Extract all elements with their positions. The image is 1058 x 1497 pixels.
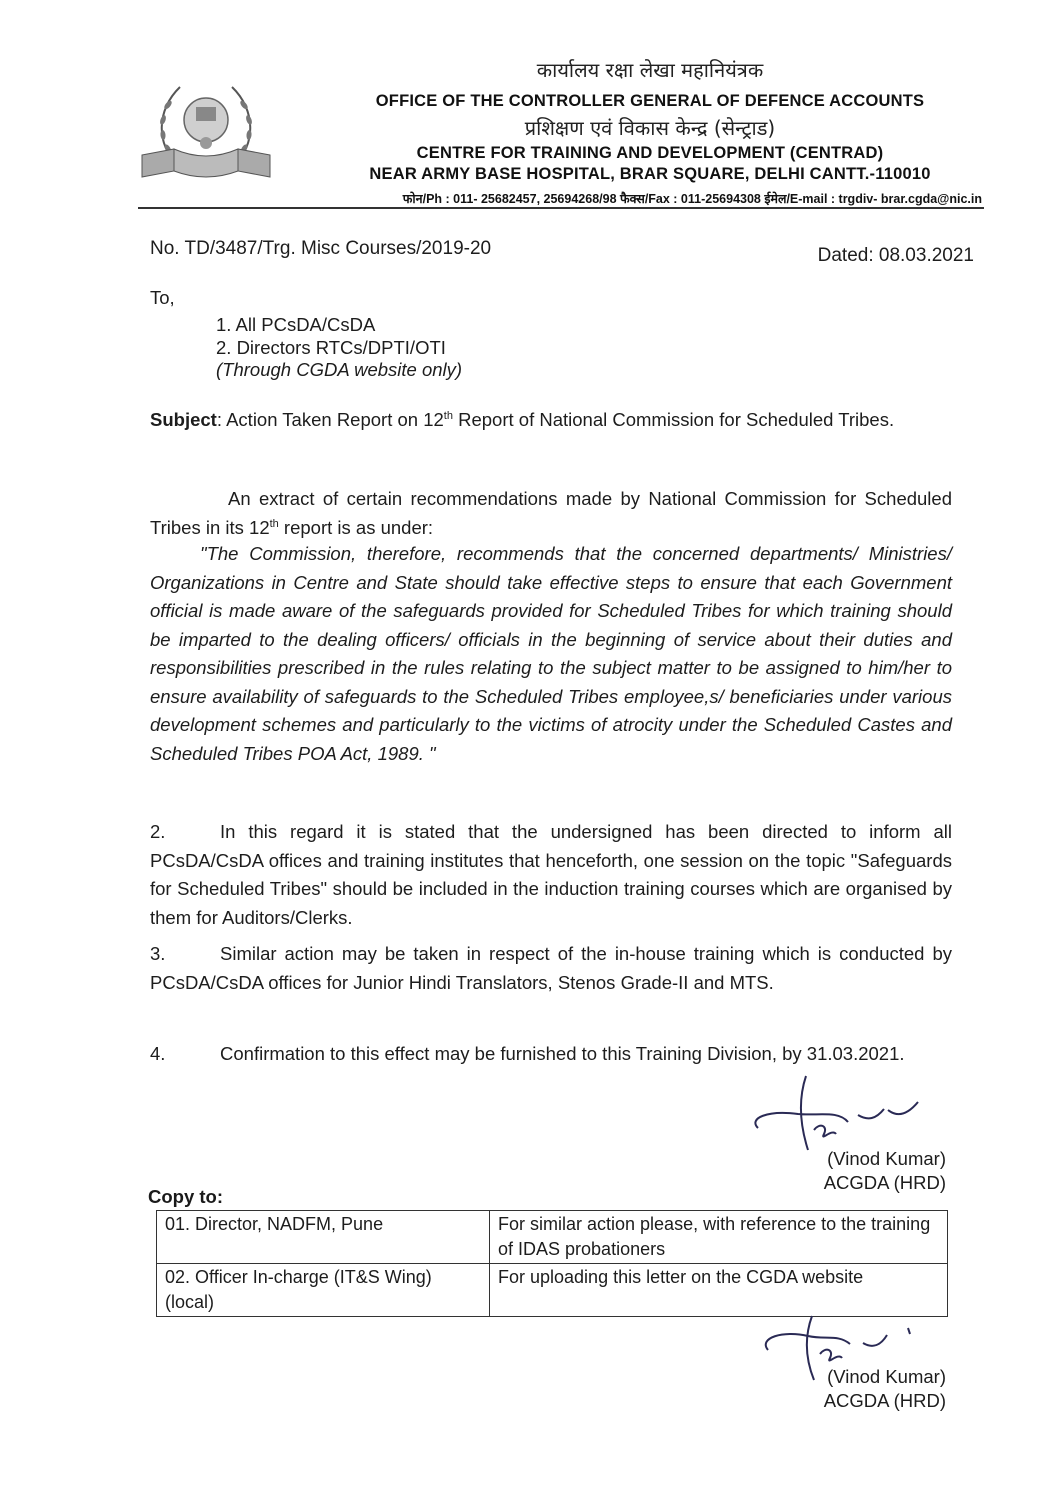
copy-to-label: Copy to: [148, 1186, 224, 1207]
paragraph-2: 2. In this regard it is stated that the undersigned has been directed to inform all PCsDA/CsDA offices and training institutes that henceforth, one session on the topic "Safeguards for Scheduled Tribes" should be included in the induction training courses which are organised by them for Auditors/Clerks. [150, 821, 952, 928]
recipient-1: 1. All PCsDA/CsDA [216, 314, 376, 335]
subject-line: Subject: Action Taken Report on 12th Report of National Commission for Scheduled Tribes. [150, 409, 895, 430]
recipient-2: 2. Directors RTCs/DPTI/OTI [216, 337, 446, 358]
letter-date: Dated: 08.03.2021 [817, 245, 974, 266]
subject-label: Subject [150, 409, 217, 430]
header-hindi-office: कार्यालय रक्षा लेखा महानियंत्रक [536, 58, 764, 82]
paragraph-3: 3. Similar action may be taken in respect of the in-house training which is conducted by PCsDA/CsDA offices for Junior Hindi Translators, Stenos Grade-II and MTS. [150, 943, 952, 993]
copy-to-table [156, 1210, 948, 1317]
paragraph-4: 4. Confirmation to this effect may be furnished to this Training Division, by 31.03.2021. [150, 1043, 905, 1064]
table-row [157, 1211, 948, 1264]
header-hindi-centre: प्रशिक्षण एवं विकास केन्द्र (सेन्ट्राड) [524, 116, 776, 140]
signatory-designation: ACGDA (HRD) [823, 1172, 946, 1193]
reference-number: No. TD/3487/Trg. Misc Courses/2019-20 [150, 238, 492, 259]
commission-quote: "The Commission, therefore, recommends that the concerned departments/ Ministries/ Organizations in Centre and State should take effective steps to ensure that each Government official is made aware of the safeguards provided for Scheduled Tribes for which training should be imparted to the dealing officers/ officials in the beginning of service about their duties and responsibilities prescribed in the rules relating to the subject matter to be assigned to him/her to ensure availability of safeguards to the Scheduled Tribes employee,s/ beneficiaries under various development schemes and particularly to the victims of atrocity under the Scheduled Castes and Scheduled Tribes POA Act, 1989. " [150, 543, 952, 764]
intro-paragraph: An extract of certain recommendations made by National Commission for Scheduled Tribes in its 12th report is as under: [150, 488, 952, 538]
header-centre-name: CENTRE FOR TRAINING AND DEVELOPMENT (CENTRAD) [416, 144, 884, 162]
signatory-name-2: (Vinod Kumar) [827, 1366, 946, 1387]
copy-recipient: 01. Director, NADFM, Pune [157, 1211, 490, 1264]
to-label: To, [150, 287, 175, 308]
header-contact-line: फोन/Ph : 011- 25682457, 25694268/98 फैक्स/Fax : 011-25694308 ईमेल/E-mail : trgdiv- brar.cgda@nic.in [402, 192, 982, 206]
through-note: (Through CGDA website only) [216, 359, 463, 380]
copy-purpose: For similar action please, with reference to the training of IDAS probationers [490, 1211, 948, 1264]
header-address: NEAR ARMY BASE HOSPITAL, BRAR SQUARE, DELHI CANTT.-110010 [369, 165, 931, 183]
copy-purpose: For uploading this letter on the CGDA website [490, 1264, 948, 1317]
copy-recipient: 02. Officer In-charge (IT&S Wing) (local) [157, 1264, 490, 1317]
signatory-designation-2: ACGDA (HRD) [823, 1390, 946, 1411]
signature-mark [728, 1070, 928, 1160]
header-divider [138, 207, 984, 209]
cgda-emblem-logo [138, 75, 274, 185]
header-office-name: OFFICE OF THE CONTROLLER GENERAL OF DEFENCE ACCOUNTS [375, 92, 925, 110]
signatory-name: (Vinod Kumar) [827, 1148, 946, 1169]
